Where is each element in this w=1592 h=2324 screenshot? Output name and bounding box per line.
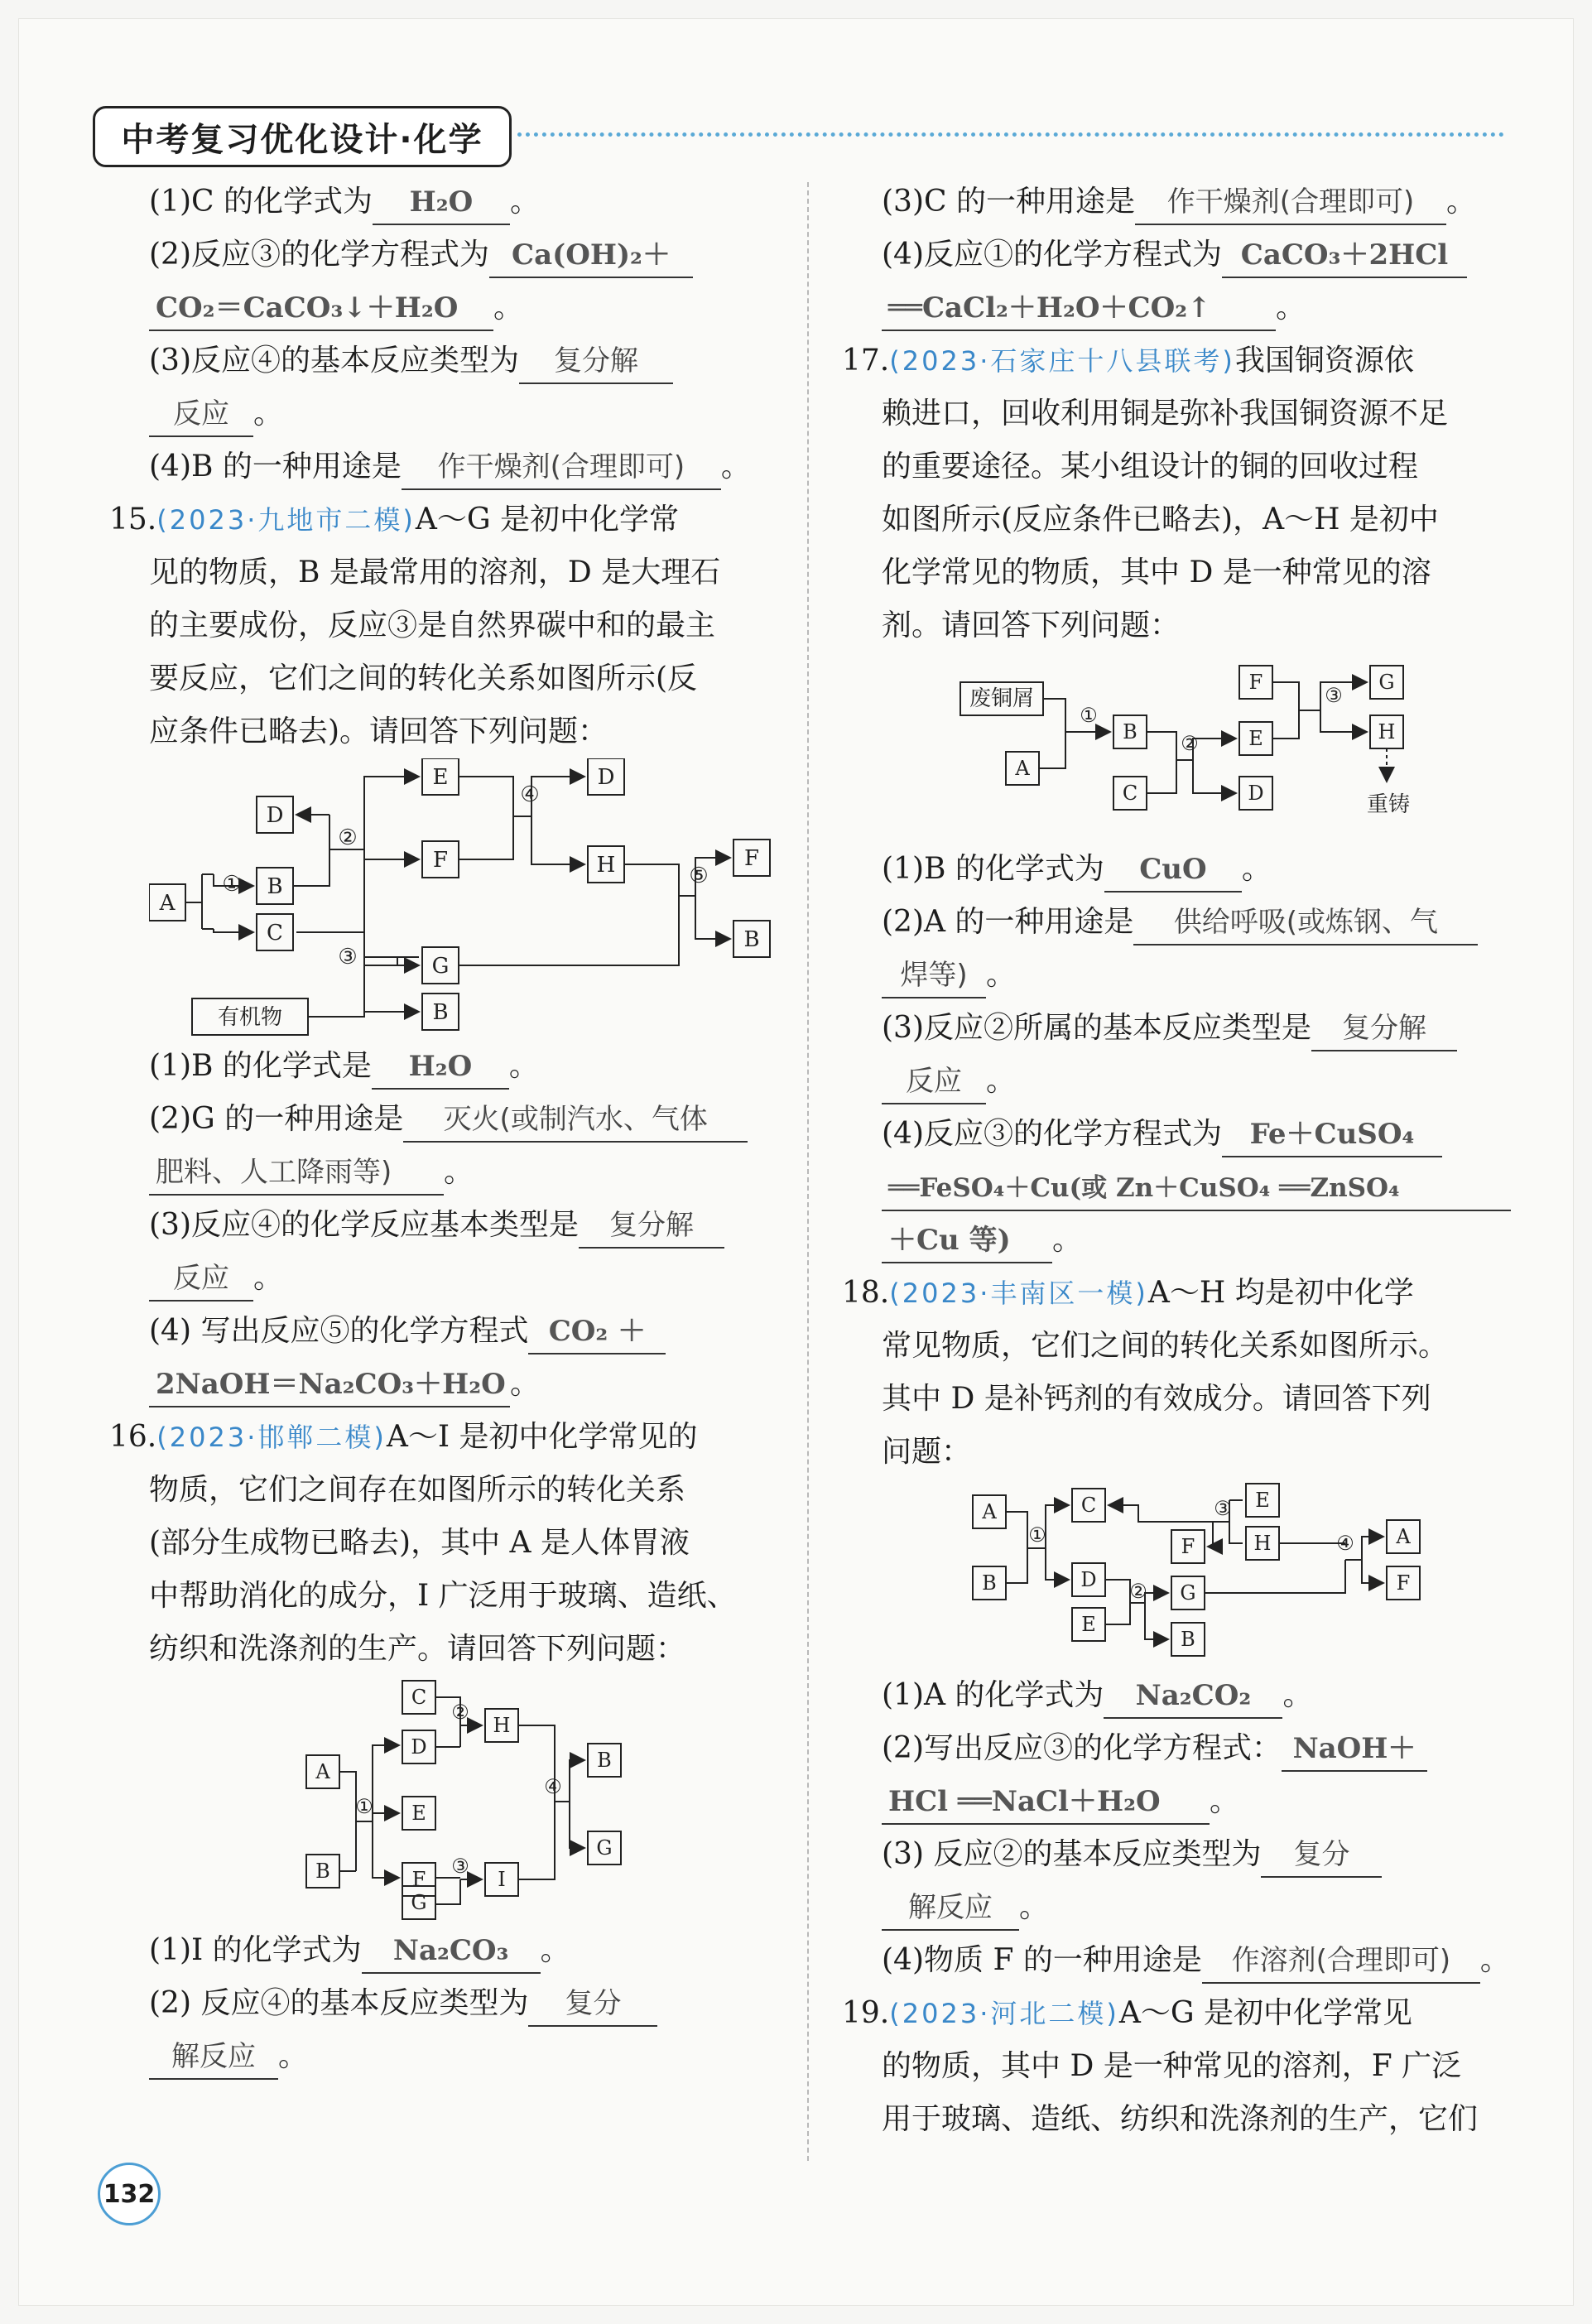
q15-stem-line5: 应条件已略去)。请回答下列问题： — [149, 715, 608, 748]
q17-stem-line3: 的重要途径。某小组设计的铜的回收过程 — [882, 450, 1419, 484]
q18-diagram — [882, 1479, 1511, 1669]
q17-part2-cont: 焊等) 。 — [882, 949, 1511, 1002]
node-G: G — [411, 1891, 427, 1914]
node-C: C — [1122, 782, 1138, 805]
node-C: C — [267, 921, 283, 945]
reaction-2: ② — [1181, 732, 1199, 755]
q16-diagram — [149, 1676, 774, 1924]
q14-part2: (2)反应③的化学方程式为 Ca(OH)₂＋ — [149, 229, 774, 281]
node-E: E — [1248, 727, 1263, 750]
answer-blank: 解反应 — [882, 1886, 1019, 1931]
node-G2: G — [596, 1836, 613, 1860]
node-F2: F — [1396, 1571, 1411, 1595]
q16-part2-cont: 解反应 。 — [149, 2030, 774, 2083]
q16-part3: (3)C 的一种用途是 作干燥剂(合理即可) 。 — [882, 176, 1511, 229]
answer-blank: ＋Cu 等) — [882, 1219, 1052, 1263]
node-A: A — [1015, 757, 1030, 780]
question-number: 15. — [109, 503, 157, 536]
answer-blank: 反应 — [149, 1257, 253, 1302]
q18-stem-line3: 其中 D 是补钙剂的有效成分。请回答下列 — [882, 1382, 1431, 1416]
q16-stem-line5: 纺织和洗涤剂的生产。请回答下列问题： — [149, 1632, 686, 1666]
answer-blank: 灭火(或制汽水、气体 — [403, 1098, 748, 1143]
q15-part4-cont: 2NaOH＝Na₂CO₃＋H₂O 。 — [149, 1358, 774, 1411]
answer-blank: 肥料、人工降雨等) — [149, 1151, 444, 1196]
reaction-2: ② — [451, 1701, 469, 1724]
answer-blank: CaCO₃＋2HCl — [1222, 233, 1467, 278]
reaction-1: ① — [1028, 1523, 1046, 1547]
answer-blank: 焊等) — [882, 954, 986, 998]
answer-blank: 解反应 — [149, 2035, 278, 2080]
q15-part2: (2)G 的一种用途是 灭火(或制汽水、气体 — [149, 1093, 774, 1146]
reaction-1: ① — [355, 1795, 373, 1818]
right-column — [842, 176, 1511, 2146]
node-E: E — [432, 765, 449, 790]
node-E2: E — [1255, 1489, 1270, 1512]
answer-blank: H₂O — [373, 180, 510, 225]
node-A: A — [159, 891, 176, 916]
q17-diagram — [882, 652, 1511, 843]
q18-stem-line2: 常见物质，它们之间的转化关系如图所示。 — [882, 1329, 1449, 1363]
column-divider — [807, 182, 809, 2161]
node-A: A — [315, 1760, 330, 1783]
reaction-4: ④ — [520, 782, 540, 807]
node-E: E — [411, 1802, 426, 1825]
q15-stem-line2: 见的物质，B 是最常用的溶剂，D 是大理石 — [149, 556, 721, 589]
node-G: G — [431, 954, 450, 979]
answer-blank: Na₂CO₂ — [1104, 1674, 1282, 1719]
node-D: D — [266, 803, 284, 828]
answer-blank: 复分 — [528, 1982, 657, 2027]
q16-part2: (2) 反应④的基本反应类型为 复分 — [149, 1977, 774, 2030]
q17-part3: (3)反应②所属的基本反应类型是 复分解 — [882, 1002, 1511, 1055]
reaction-2: ② — [338, 825, 358, 850]
node-D: D — [1080, 1568, 1097, 1591]
reaction-1: ① — [1080, 704, 1098, 727]
q17-stem-line1: 17.(2023·石家庄十八县联考)我国铜资源依 — [842, 344, 1414, 378]
q17-part4-cont2: ＋Cu 等) 。 — [882, 1214, 1511, 1267]
q14-part1: (1)C 的化学式为 H₂O 。 — [149, 176, 774, 229]
left-column — [109, 176, 774, 2083]
node-H: H — [596, 853, 616, 878]
node-A: A — [982, 1500, 997, 1523]
q15-stem-line4: 要反应，它们之间的转化关系如图所示(反 — [149, 662, 698, 695]
answer-blank: 作干燥剂(合理即可) — [402, 445, 721, 490]
q14-part3: (3)反应④的基本反应类型为 复分解 — [149, 334, 774, 387]
q17-stem-line2: 赖进口，回收利用铜是弥补我国铜资源不足 — [882, 397, 1449, 431]
node-B: B — [315, 1860, 330, 1883]
answer-blank: CO₂＝CaCO₃↓＋H₂O — [149, 286, 493, 331]
q18-part2: (2)写出反应③的化学方程式： NaOH＋ — [882, 1722, 1511, 1775]
reaction-1: ① — [222, 872, 242, 897]
answer-blank: 复分解 — [579, 1204, 724, 1249]
q16-stem-line3: (部分生成物已略去)，其中 A 是人体胃液 — [149, 1526, 690, 1560]
node-H: H — [1378, 720, 1396, 743]
reaction-2: ② — [1129, 1580, 1147, 1603]
reaction-3: ③ — [451, 1855, 469, 1878]
node-F2: F — [743, 846, 760, 871]
answer-blank: 作溶剂(合理即可) — [1202, 1939, 1480, 1984]
q15-diagram — [149, 758, 774, 1040]
q17-stem-line4: 如图所示(反应条件已略去)，A～H 是初中 — [882, 503, 1439, 536]
q16-part4-cont: ══CaCl₂＋H₂O＋CO₂↑ 。 — [882, 281, 1511, 334]
node-F: F — [411, 1868, 426, 1891]
node-G: G — [1180, 1581, 1196, 1605]
answer-blank: NaOH＋ — [1282, 1727, 1427, 1772]
node-scrap-copper: 废铜屑 — [969, 686, 1035, 711]
q17-stem-line6: 剂。请回答下列问题： — [882, 609, 1181, 642]
q17-part4-cont — [882, 1161, 1511, 1214]
q14-part2-cont: CO₂＝CaCO₃↓＋H₂O 。 — [149, 281, 774, 334]
answer-blank: 复分 — [1261, 1833, 1382, 1878]
q15-part2-cont: 肥料、人工降雨等) 。 — [149, 1146, 774, 1199]
q17-stem-line5: 化学常见的物质，其中 D 是一种常见的溶 — [882, 556, 1431, 589]
node-B: B — [982, 1571, 997, 1595]
question-source: (2023·河北二模) — [889, 1998, 1119, 2029]
reaction-3: ③ — [1325, 684, 1343, 707]
q14-part4: (4)B 的一种用途是 作干燥剂(合理即可) 。 — [149, 440, 774, 493]
answer-blank: 供给呼吸(或炼钢、气 — [1133, 901, 1478, 945]
q16-part1: (1)I 的化学式为 Na₂CO₃ 。 — [149, 1924, 774, 1977]
answer-blank: 反应 — [882, 1060, 986, 1104]
node-B2: B — [1181, 1628, 1195, 1651]
node-D: D — [1248, 782, 1264, 805]
node-H: H — [1253, 1532, 1272, 1555]
q18-part3-cont: 解反应 。 — [882, 1881, 1511, 1934]
node-recast: 重铸 — [1366, 792, 1411, 817]
answer-blank: CO₂ ＋ — [528, 1310, 666, 1354]
node-organic: 有机物 — [217, 1005, 283, 1030]
node-E: E — [1081, 1613, 1096, 1636]
node-D: D — [411, 1735, 427, 1759]
q15-part1: (1)B 的化学式是 H₂O 。 — [149, 1040, 774, 1093]
node-F: F — [1248, 671, 1263, 694]
node-B2: B — [597, 1749, 612, 1772]
q17-part1: (1)B 的化学式为 CuO 。 — [882, 843, 1511, 896]
answer-blank: H₂O — [372, 1045, 509, 1090]
header-dotted-rule — [517, 132, 1504, 137]
q17-part3-cont: 反应 。 — [882, 1055, 1511, 1108]
node-D2: D — [597, 765, 615, 790]
node-G: G — [1378, 671, 1395, 694]
q17-part4: (4)反应③的化学方程式为 Fe＋CuSO₄ — [882, 1108, 1511, 1161]
node-H: H — [493, 1714, 511, 1737]
answer-blank: Na₂CO₃ — [362, 1929, 541, 1974]
answer-blank: CuO — [1104, 848, 1242, 893]
q15-part3-cont: 反应 。 — [149, 1252, 774, 1305]
node-B3: B — [743, 927, 760, 952]
question-number: 17. — [842, 344, 890, 378]
node-F: F — [1181, 1535, 1195, 1558]
reaction-5: ⑤ — [689, 864, 709, 888]
q16-part4: (4)反应①的化学方程式为 CaCO₃＋2HCl — [882, 229, 1511, 281]
q19-stem-line3: 用于玻璃、造纸、纺织和洗涤剂的生产，它们 — [882, 2102, 1479, 2136]
answer-blank: 复分解 — [519, 339, 673, 384]
node-B2: B — [432, 1000, 449, 1025]
q19-stem-line1: 19.(2023·河北二模)A～G 是初中化学常见 — [842, 1996, 1413, 2030]
reaction-3: ③ — [338, 945, 358, 970]
q15-part3: (3)反应④的化学反应基本类型是 复分解 — [149, 1199, 774, 1252]
reaction-3: ③ — [1214, 1497, 1232, 1520]
node-F: F — [432, 848, 449, 873]
q17-part2: (2)A 的一种用途是 供给呼吸(或炼钢、气 — [882, 896, 1511, 949]
q18-stem-line1: 18.(2023·丰南区一模)A～H 均是初中化学 — [842, 1276, 1414, 1310]
question-number: 18. — [842, 1276, 890, 1310]
question-source: (2023·石家庄十八县联考) — [889, 345, 1235, 377]
node-A2: A — [1396, 1525, 1411, 1548]
answer-blank: 作干燥剂(合理即可) — [1135, 180, 1446, 225]
q18-part4: (4)物质 F 的一种用途是 作溶剂(合理即可) 。 — [882, 1934, 1511, 1987]
reaction-4: ④ — [544, 1775, 562, 1798]
q18-part2-cont: HCl ══NaCl＋H₂O 。 — [882, 1775, 1511, 1828]
book-title: 中考复习优化设计·化学 — [121, 120, 483, 159]
answer-blank: Fe＋CuSO₄ — [1222, 1113, 1442, 1157]
q18-part3: (3) 反应②的基本反应类型为 复分 — [882, 1828, 1511, 1881]
node-C: C — [1080, 1494, 1097, 1517]
answer-blank: 反应 — [149, 392, 253, 437]
question-number: 16. — [109, 1420, 157, 1454]
q16-stem-line1: 16.(2023·邯郸二模)A～I 是初中化学常见的 — [109, 1420, 698, 1454]
book-title-box — [93, 106, 512, 167]
question-source: (2023·丰南区一模) — [889, 1277, 1148, 1309]
q18-part1: (1)A 的化学式为 Na₂CO₂ 。 — [882, 1669, 1511, 1722]
q15-part4: (4) 写出反应⑤的化学方程式 CO₂ ＋ — [149, 1305, 774, 1358]
question-source: (2023·九地市二模) — [156, 504, 416, 536]
reaction-4: ④ — [1336, 1532, 1354, 1555]
answer-blank: Ca(OH)₂＋ — [489, 233, 693, 278]
answer-blank: 2NaOH＝Na₂CO₃＋H₂O — [149, 1363, 510, 1407]
answer-blank: HCl ══NaCl＋H₂O — [882, 1780, 1210, 1825]
q16-stem-line4: 中帮助消化的成分，I 广泛用于玻璃、造纸、 — [149, 1579, 737, 1613]
answer-blank: ══CaCl₂＋H₂O＋CO₂↑ — [882, 286, 1276, 331]
node-I: I — [498, 1868, 506, 1891]
answer-blank: 复分解 — [1311, 1007, 1457, 1051]
q15-stem-line1: 15.(2023·九地市二模)A～G 是初中化学常 — [109, 503, 680, 536]
question-number: 19. — [842, 1996, 890, 2030]
node-B: B — [1123, 720, 1137, 743]
node-B: B — [267, 874, 283, 899]
q14-part3-cont: 反应 。 — [149, 387, 774, 440]
node-C: C — [411, 1686, 427, 1709]
page-number: 132 — [98, 2163, 161, 2225]
answer-blank: ══FeSO₄＋Cu(或 Zn＋CuSO₄ ══ZnSO₄ — [882, 1167, 1511, 1211]
question-source: (2023·邯郸二模) — [156, 1422, 387, 1453]
q15-stem-line3: 的主要成份，反应③是自然界碳中和的最主 — [149, 609, 716, 642]
q16-stem-line2: 物质，它们之间存在如图所示的转化关系 — [149, 1473, 686, 1507]
q18-stem-line4: 问题： — [882, 1435, 972, 1469]
q19-stem-line2: 的物质，其中 D 是一种常见的溶剂，F 广泛 — [882, 2049, 1462, 2083]
